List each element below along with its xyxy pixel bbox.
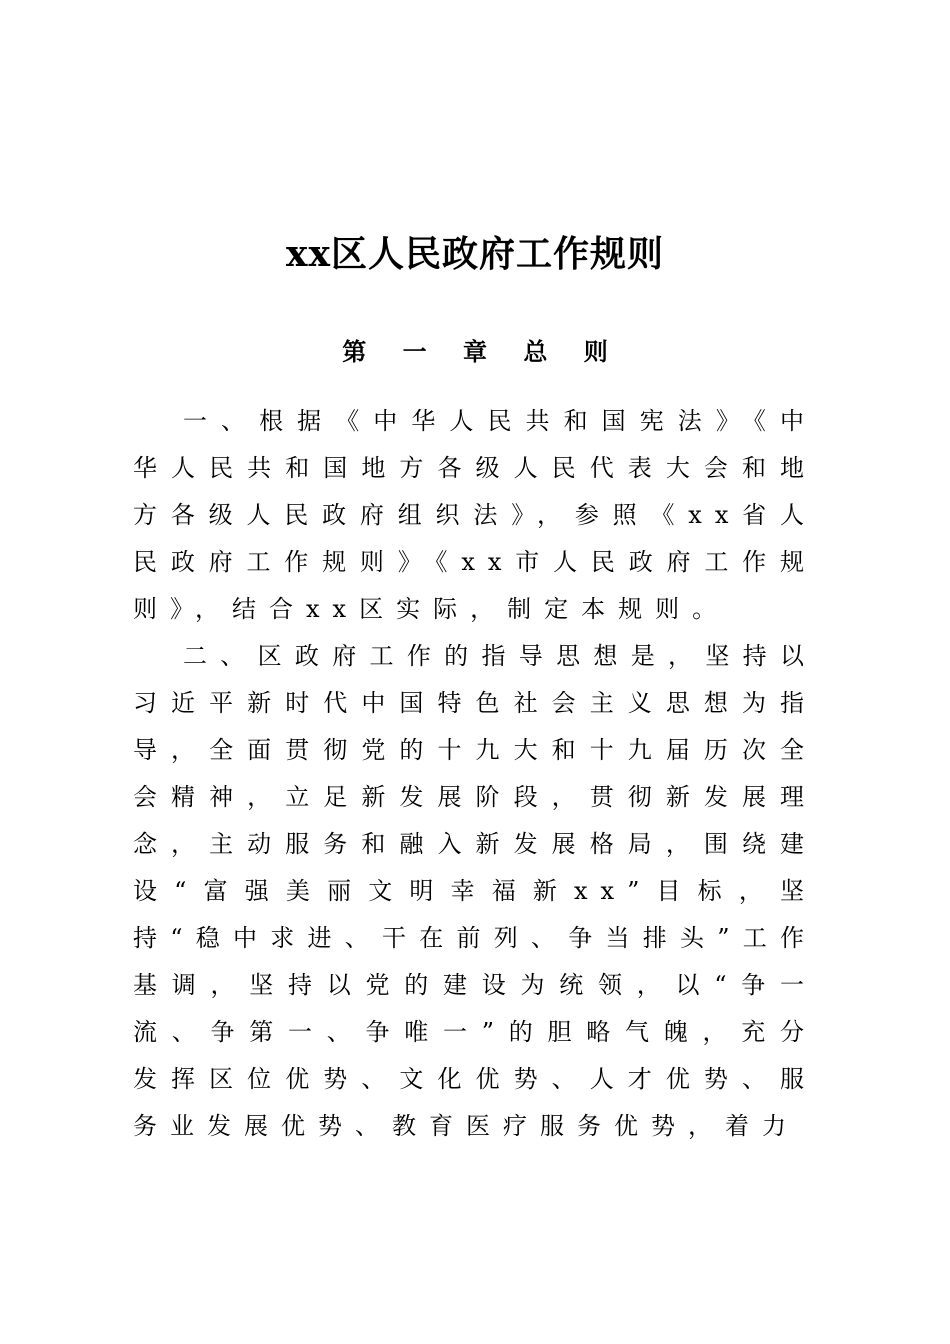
paragraph-1: 一、根据《中华人民共和国宪法》《中华人民共和国地方各级人民代表大会和地方各级人民政府组织法》，参照《xx省人民政府工作规则》《xx市人民政府工作规则》，结合xx区实际，制定本规则。 bbox=[133, 407, 817, 623]
document-title: xx区人民政府工作规则 bbox=[286, 233, 664, 275]
document-body bbox=[133, 398, 817, 1150]
chapter-heading: 第 一 章 总 则 bbox=[342, 337, 622, 366]
paragraph-2: 二、区政府工作的指导思想是，坚持以习近平新时代中国特色社会主义思想为指导，全面贯彻党的十九大和十九届历次全会精神，立足新发展阶段，贯彻新发展理念，主动服务和融入新发展格局，围绕建设“富强美丽文明幸福新xx”目标，坚持“稳中求进、干在前列、争当排头”工作基调，坚持以党的建设为统领，以“争一流、争第一、争唯一”的胆略气魄，充分发挥区位优势、文化优势、人才优势、服务业发展优势、教育医疗服务优势，着力 bbox=[133, 642, 817, 1140]
